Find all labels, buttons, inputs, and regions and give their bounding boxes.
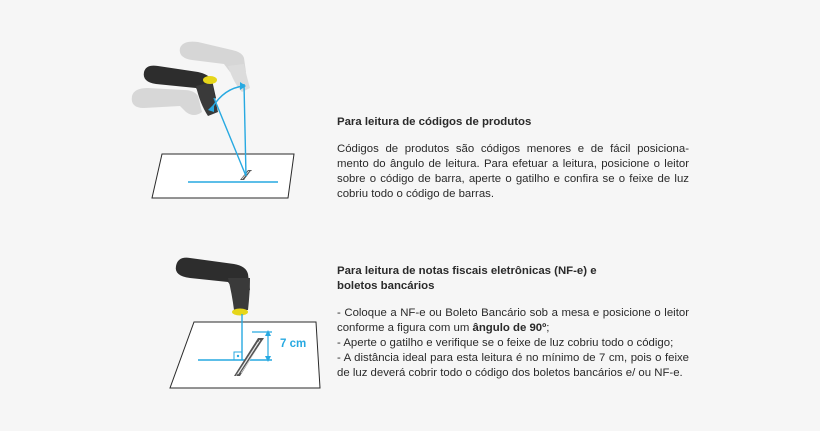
section-nfe-boletos: [337, 264, 689, 381]
section-heading: [337, 264, 689, 294]
list-item: - Aperte o gatilho e verifique se o feixe de luz cobriu todo o código;: [337, 337, 674, 349]
heading-line-2: boletos bancários: [337, 280, 435, 292]
distance-label: 7 cm: [280, 338, 307, 350]
list-item: - A distância ideal para esta leitura é no mínimo de 7 cm, pois o feixe de luz deverá cobrir todo o código dos boletos bancários e/ ou NF-e.: [337, 352, 689, 379]
scanner-icon: [176, 258, 250, 316]
section-product-codes: [337, 115, 689, 202]
section-paragraph: Códigos de produtos são códigos menores e de fácil posiciona-mento do ângulo de leitura. Para efetuar a leitura, posicione o leitor sobre o código de barra, aperte o gatilho e confira se o feixe de luz cobriu todo o código de barras.: [337, 143, 689, 200]
list-item-text: ;: [546, 322, 550, 334]
nfe-scan-illustration: [168, 250, 328, 390]
list-item: [337, 306, 689, 336]
instruction-list: [337, 306, 689, 381]
paper-sheet: [170, 322, 320, 388]
paper-sheet: [152, 154, 294, 198]
scanner-ghost-icon: [132, 88, 202, 115]
product-scan-illustration: [128, 36, 298, 206]
list-item-text: - Coloque a NF-e ou Boleto Bancário sob a mesa e posicione o leitor conforme a figura com um: [337, 307, 689, 334]
list-item-bold: ângulo de 90º: [472, 322, 547, 334]
section-heading: Para leitura de códigos de produtos: [337, 116, 532, 128]
heading-line-1: Para leitura de notas fiscais eletrônicas (NF-e) e: [337, 265, 597, 277]
